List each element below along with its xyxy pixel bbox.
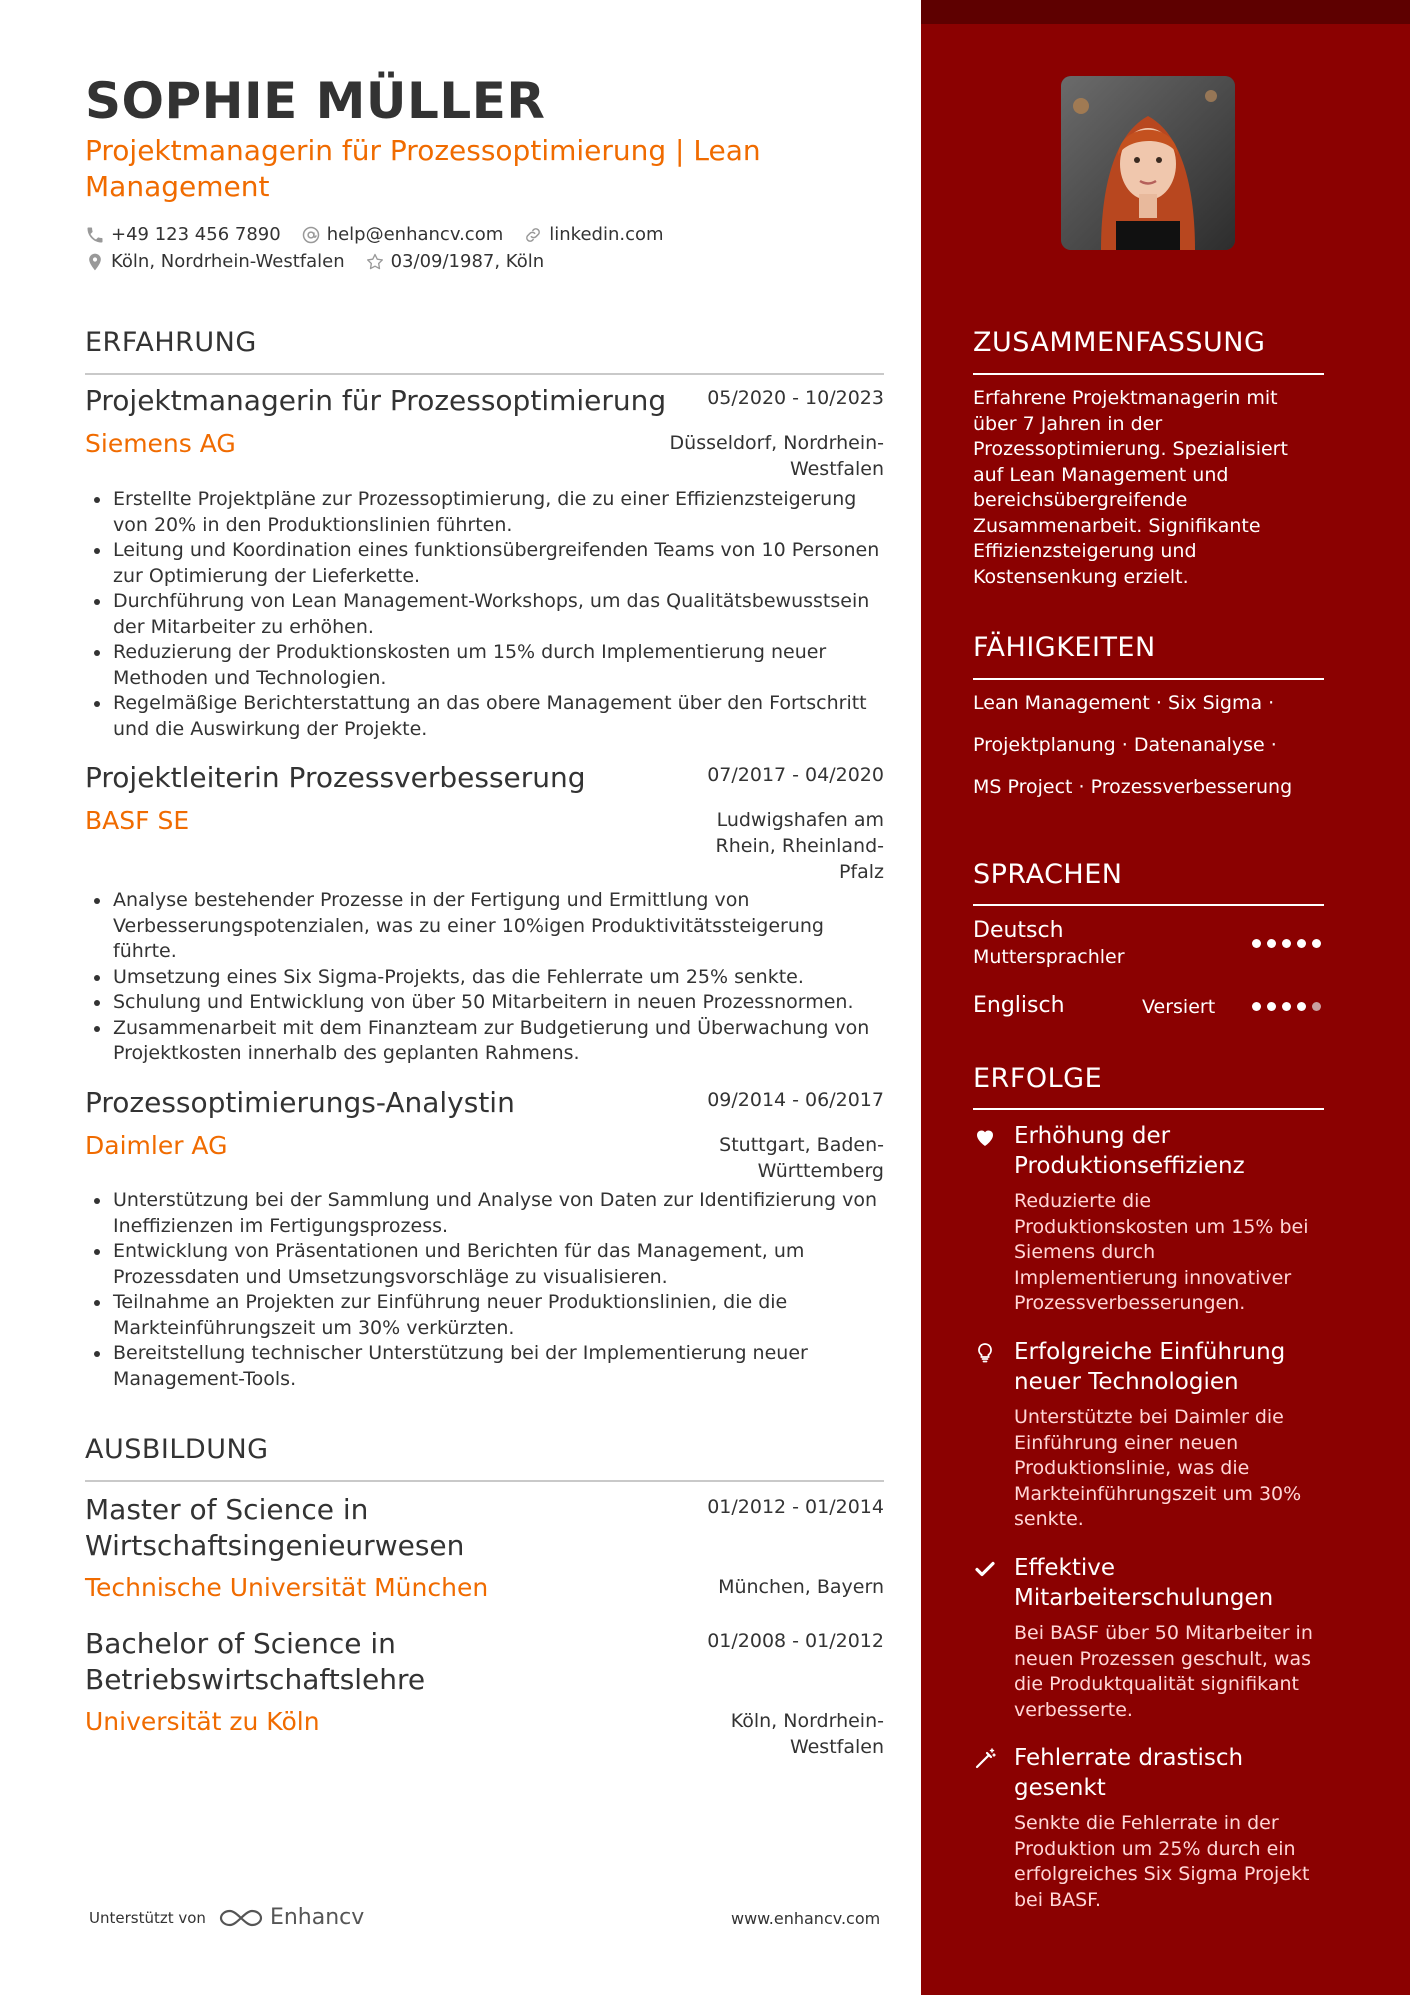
education-date: 01/2012 - 01/2014 <box>707 1496 884 1518</box>
language-name: Deutsch <box>973 918 1064 943</box>
achievement-title: Erhöhung der Produktionseffizienz <box>1014 1123 1245 1179</box>
check-icon <box>973 1557 997 1581</box>
experience-divider <box>85 373 884 375</box>
phone-text: +49 123 456 7890 <box>111 224 281 245</box>
at-icon <box>301 225 321 245</box>
job-bullet: Durchführung von Lean Management-Workshops, um das Qualitätsbewusstsein der Mitarbeiter zu erhöhen. <box>85 589 884 640</box>
job-date: 09/2014 - 06/2017 <box>707 1089 884 1111</box>
education-date: 01/2008 - 01/2012 <box>707 1630 884 1652</box>
footer-branding <box>89 1905 364 1930</box>
candidate-title: Projektmanagerin für Prozessoptimierung | Lean Management <box>85 134 761 203</box>
rating-dot <box>1267 1002 1276 1011</box>
job-bullets <box>85 1188 884 1392</box>
job-date: 05/2020 - 10/2023 <box>707 387 884 409</box>
rating-dot <box>1312 939 1321 948</box>
job-bullet: Reduzierung der Produktionskosten um 15% durch Implementierung neuer Methoden und Technologien. <box>85 640 884 691</box>
achievement-description: Reduzierte die Produktionskosten um 15% bei Siemens durch Implementierung innovativer Prozessverbesserungen. <box>1014 1190 1309 1314</box>
skills-divider <box>973 678 1324 680</box>
achievements-heading: ERFOLGE <box>973 1063 1103 1094</box>
language-level: Versiert <box>1142 996 1216 1018</box>
linkedin-contact[interactable] <box>523 224 663 245</box>
job-bullet: Teilnahme an Projekten zur Einführung neuer Produktionslinien, die die Markteinführungszeit um 30% verkürzten. <box>85 1290 884 1341</box>
enhancv-logo[interactable] <box>218 1905 364 1930</box>
job-location: Stuttgart, Baden-Württemberg <box>719 1134 884 1182</box>
achievement-description: Bei BASF über 50 Mitarbeiter in neuen Prozessen geschult, was die Produktqualität signifikant verbesserte. <box>1014 1622 1313 1721</box>
job-title: Prozessoptimierungs-Analystin <box>85 1086 515 1119</box>
star-icon <box>365 252 385 272</box>
rating-dot <box>1252 939 1261 948</box>
job-title: Projektmanagerin für Prozessoptimierung <box>85 384 667 417</box>
email-text: help@enhancv.com <box>326 224 504 245</box>
education-divider <box>85 1480 884 1482</box>
job-bullet: Zusammenarbeit mit dem Finanzteam zur Budgetierung und Überwachung von Projektkosten innerhalb des geplanten Rahmens. <box>85 1016 884 1067</box>
email-contact[interactable] <box>301 224 504 245</box>
language-name: Englisch <box>973 993 1065 1018</box>
job-company: Siemens AG <box>85 429 236 458</box>
job-bullets <box>85 487 884 742</box>
school-name: Universität zu Köln <box>85 1707 320 1736</box>
rating-dot <box>1282 939 1291 948</box>
location-contact <box>85 251 345 272</box>
candidate-name: SOPHIE MÜLLER <box>85 72 546 130</box>
degree-title: Bachelor of Science in Betriebswirtschaftslehre <box>85 1627 426 1696</box>
job-company: BASF SE <box>85 806 190 835</box>
school-name: Technische Universität München <box>85 1573 489 1602</box>
summary-text: Erfahrene Projektmanagerin mit über 7 Jahren in der Prozessoptimierung. Spezialisiert auf Lean Management und bereichsübergreifende Zusammenarbeit. Signifikante Effizienzsteigerung und Kostensenkung erzielt. <box>973 387 1288 588</box>
linkedin-text: linkedin.com <box>549 224 664 245</box>
achievement-title: Effektive Mitarbeiterschulungen <box>1014 1555 1274 1611</box>
brand-name: Enhancv <box>269 1905 365 1930</box>
education-heading: AUSBILDUNG <box>85 1434 269 1465</box>
achievement-title: Fehlerrate drastisch gesenkt <box>1014 1745 1244 1801</box>
skills-line: MS Project · Prozessverbesserung <box>973 776 1293 798</box>
education-location: München, Bayern <box>718 1576 884 1598</box>
rating-dot <box>1267 939 1276 948</box>
degree-title: Master of Science in Wirtschaftsingenieurwesen <box>85 1493 465 1562</box>
job-location: Düsseldorf, Nordrhein-Westfalen <box>669 432 884 480</box>
job-bullet: Leitung und Koordination eines funktionsübergreifenden Teams von 10 Personen zur Optimierung der Lieferkette. <box>85 538 884 589</box>
birth-contact <box>365 251 545 272</box>
job-bullet: Regelmäßige Berichterstattung an das obere Management über den Fortschritt und die Auswirkung der Projekte. <box>85 691 884 742</box>
footer-url[interactable]: www.enhancv.com <box>731 1909 881 1928</box>
job-bullet: Entwicklung von Präsentationen und Berichten für das Management, um Prozessdaten und Umsetzungsvorschläge zu visualisieren. <box>85 1239 884 1290</box>
job-company: Daimler AG <box>85 1131 228 1160</box>
job-bullet: Erstellte Projektpläne zur Prozessoptimierung, die zu einer Effizienzsteigerung von 20% in den Produktionslinien führten. <box>85 487 884 538</box>
contact-info <box>85 221 885 275</box>
heart-icon <box>973 1125 997 1149</box>
rating-dot <box>1297 939 1306 948</box>
job-bullets <box>85 888 884 1067</box>
location-text: Köln, Nordrhein-Westfalen <box>111 251 345 272</box>
achievement-title: Erfolgreiche Einführung neuer Technologien <box>1014 1339 1286 1395</box>
magic-wand-icon <box>973 1747 997 1771</box>
job-bullet: Umsetzung eines Six Sigma-Projekts, das die Fehlerrate um 25% senkte. <box>85 965 884 991</box>
job-date: 07/2017 - 04/2020 <box>707 764 884 786</box>
phone-icon <box>85 225 105 245</box>
job-bullet: Bereitstellung technischer Unterstützung bei der Implementierung neuer Management-Tools. <box>85 1341 884 1392</box>
skills-heading: FÄHIGKEITEN <box>973 632 1156 663</box>
rating-dot <box>1297 1002 1306 1011</box>
languages-divider <box>973 904 1324 906</box>
achievements-divider <box>973 1108 1324 1110</box>
phone-contact[interactable] <box>85 224 281 245</box>
language-rating <box>1252 939 1327 948</box>
language-level: Muttersprachler <box>973 946 1125 968</box>
languages-heading: SPRACHEN <box>973 859 1123 890</box>
skills-line: Lean Management · Six Sigma · <box>973 692 1275 714</box>
portrait-image <box>1061 76 1235 250</box>
achievement-description: Unterstützte bei Daimler die Einführung einer neuen Produktionslinie, was die Markteinführungszeit um 30% senkte. <box>1014 1406 1302 1530</box>
summary-heading: ZUSAMMENFASSUNG <box>973 327 1266 358</box>
location-pin-icon <box>85 252 105 272</box>
job-location: Ludwigshafen am Rhein, Rheinland-Pfalz <box>715 809 884 883</box>
rating-dot <box>1252 1002 1261 1011</box>
experience-heading: ERFAHRUNG <box>85 327 257 358</box>
job-bullet: Unterstützung bei der Sammlung und Analyse von Daten zur Identifizierung von Ineffizienzen im Fertigungsprozess. <box>85 1188 884 1239</box>
achievement-description: Senkte die Fehlerrate in der Produktion um 25% durch ein erfolgreiches Six Sigma Projekt bei BASF. <box>1014 1812 1310 1911</box>
powered-by-text: Unterstützt von <box>89 1908 206 1927</box>
education-location: Köln, Nordrhein-Westfalen <box>730 1710 884 1758</box>
job-bullet: Analyse bestehender Prozesse in der Fertigung und Ermittlung von Verbesserungspotenzialen, was zu einer 10%igen Produktivitätssteigerung führte. <box>85 888 884 965</box>
infinity-logo-icon <box>218 1906 264 1930</box>
rating-dot <box>1282 1002 1291 1011</box>
summary-divider <box>973 373 1324 375</box>
profile-photo <box>1061 76 1235 250</box>
job-title: Projektleiterin Prozessverbesserung <box>85 761 586 794</box>
rating-dot-empty <box>1312 1002 1321 1011</box>
lightbulb-icon <box>973 1341 997 1365</box>
job-bullet: Schulung und Entwicklung von über 50 Mitarbeitern in neuen Prozessnormen. <box>85 990 884 1016</box>
sidebar-top-bar <box>921 0 1410 24</box>
skills-line: Projektplanung · Datenanalyse · <box>973 734 1277 756</box>
birth-text: 03/09/1987, Köln <box>390 251 545 272</box>
language-rating <box>1252 1002 1327 1011</box>
link-icon <box>523 225 543 245</box>
